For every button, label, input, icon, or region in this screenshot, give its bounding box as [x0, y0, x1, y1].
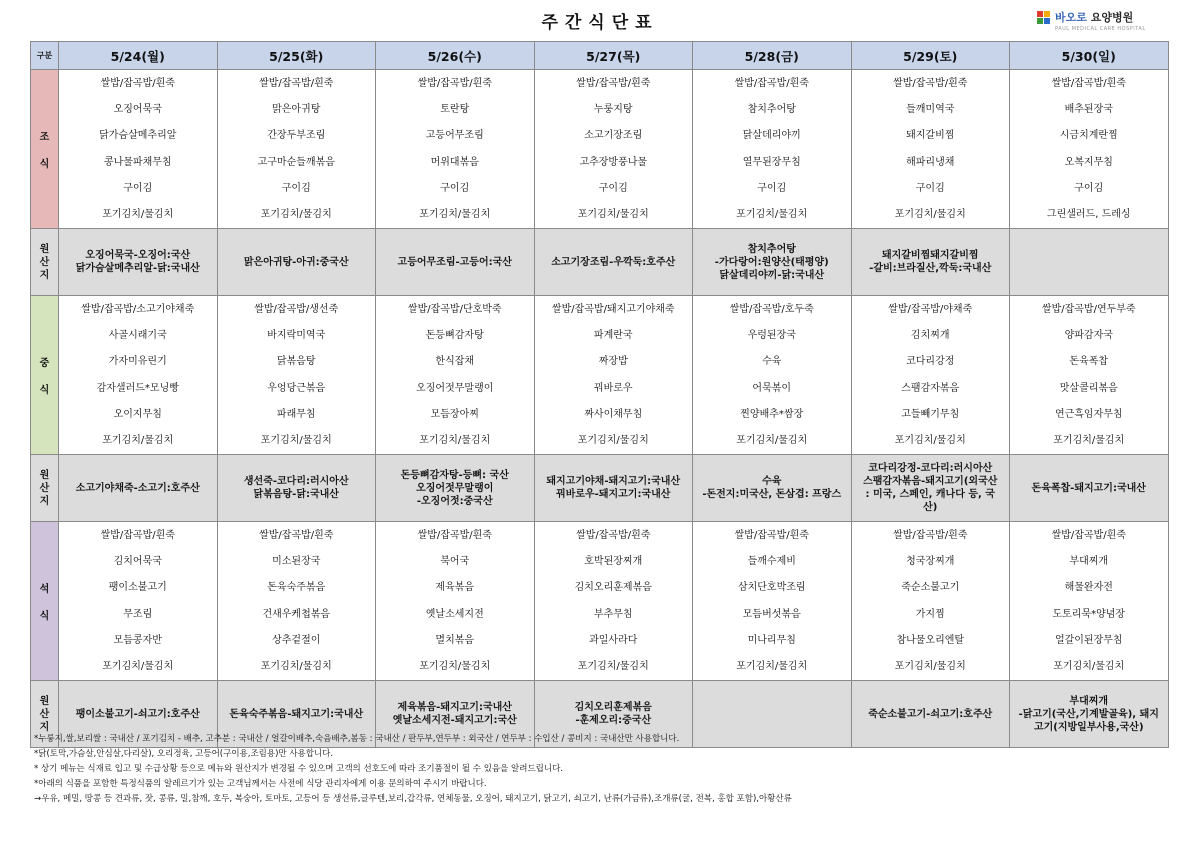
origin-line: 스팸감자볶음-돼지고기(외국산	[863, 476, 998, 487]
menu-item: 구이김	[123, 182, 153, 194]
menu-item: 들깨미역국	[906, 103, 955, 115]
menu-item: 포기김치/물김치	[577, 209, 649, 221]
origin-line: 닭살데리야끼-닭:국내산	[719, 269, 825, 281]
logo-brand: 바오로	[1055, 11, 1087, 24]
label-char: 식	[39, 611, 50, 622]
menu-item: 고추장방풍나물	[579, 156, 648, 168]
label-char: 원	[39, 243, 50, 255]
label-char: 산	[39, 256, 50, 268]
menu-item: 수육	[762, 356, 782, 368]
origin-line: 닭가슴살메추리알-닭:국내산	[75, 263, 200, 274]
hospital-logo	[1037, 11, 1133, 25]
origin-line: 산)	[923, 502, 938, 513]
menu-item: 무조림	[123, 608, 153, 620]
footnote-line: *아래의 식품을 포함한 특정식품의 알레르기가 있는 고객님께서는 사전에 식당 관리자에게 이용 문의하여 주시기 바랍니다.	[34, 779, 487, 789]
breakfast-row	[31, 70, 1169, 229]
menu-item: 모듬버섯볶음	[742, 608, 801, 620]
menu-item: 쌀밥/잡곡밥/흰죽	[417, 529, 492, 541]
menu-item: 포기김치/물김치	[1053, 661, 1125, 673]
menu-item: 파계란국	[593, 329, 633, 341]
logo-subtitle: PAUL MEDICAL CARE HOSPITAL	[1055, 26, 1146, 32]
day-header: 5/28(금)	[693, 42, 852, 70]
origin-cell	[693, 229, 852, 296]
dinner-cell	[217, 522, 376, 681]
origin-line: 돈육폭찹-돼지고기:국내산	[1031, 482, 1146, 494]
menu-item: 포기김치/물김치	[260, 435, 332, 447]
day-header: 5/25(화)	[217, 42, 376, 70]
label-char: 중	[39, 358, 50, 369]
menu-item: 맑은아귀탕	[272, 103, 321, 115]
menu-item: 고들빼기무침	[901, 408, 960, 420]
menu-item: 제육볶음	[435, 582, 475, 594]
menu-item: 포기김치/물김치	[894, 661, 966, 673]
breakfast-cell	[376, 70, 535, 229]
logo-text	[1055, 12, 1133, 24]
origin-line: -가다랑어:원양산(태평양)	[714, 256, 829, 268]
origin-label	[31, 229, 59, 296]
menu-item: 오징어젓무말랭이	[416, 382, 494, 394]
day-header: 5/29(토)	[851, 42, 1010, 70]
origin-line: 부대찌개	[1069, 695, 1109, 707]
origin-line: -돈전지:미국산, 돈삼겹: 프랑스	[702, 489, 842, 500]
gubun-header: 구분	[31, 42, 59, 70]
origin-line: 옛날소세지전-돼지고기:국산	[392, 715, 517, 726]
menu-item: 바지락미역국	[267, 329, 326, 341]
menu-item: 쌀밥/잡곡밥/흰죽	[893, 77, 968, 89]
label-char: 지	[39, 269, 50, 281]
menu-item: 쌀밥/잡곡밥/흰죽	[576, 77, 651, 89]
lunch-origin-row	[31, 455, 1169, 522]
page-title: 주간식단표	[541, 13, 659, 33]
menu-item: 김치오리훈제볶음	[574, 582, 652, 594]
menu-item: 오징어묵국	[113, 103, 162, 115]
menu-item: 가지찜	[915, 608, 945, 620]
menu-item: 쌀밥/잡곡밥/흰죽	[259, 77, 334, 89]
label-char: 원	[39, 469, 50, 481]
origin-line: 돼지고기야채-돼지고기:국내산	[546, 476, 681, 487]
origin-line: 죽순소불고기-쇠고기:호주산	[868, 708, 993, 720]
menu-item: 우렁된장국	[747, 329, 796, 341]
origin-cell	[217, 455, 376, 522]
origin-cell	[851, 681, 1010, 748]
label-char: 식	[39, 159, 50, 170]
lunch-cell	[217, 296, 376, 455]
dinner-cell	[1010, 522, 1169, 681]
dinner-cell	[851, 522, 1010, 681]
origin-line: 닭볶음탕-닭:국내산	[253, 489, 339, 500]
menu-item: 열무된장무침	[742, 156, 801, 168]
dinner-cell	[59, 522, 218, 681]
origin-line: 소고기야채죽-소고기:호주산	[75, 482, 200, 494]
logo-mark-icon	[1037, 11, 1051, 25]
menu-item: 코다리강정	[906, 356, 955, 368]
menu-item: 고구마순들깨볶음	[257, 156, 335, 168]
menu-item: 포기김치/물김치	[736, 435, 808, 447]
origin-cell	[534, 455, 693, 522]
menu-item: 부대찌개	[1069, 555, 1109, 567]
origin-line: 돈육숙주볶음-돼지고기:국내산	[229, 708, 364, 720]
menu-item: 구이김	[281, 182, 311, 194]
menu-item: 쌀밥/잡곡밥/흰죽	[259, 529, 334, 541]
menu-item: 구이김	[757, 182, 787, 194]
breakfast-cell	[217, 70, 376, 229]
label-char: 식	[39, 385, 50, 396]
label-char: 석	[39, 584, 50, 595]
menu-item: 삼치단호박조림	[737, 582, 806, 594]
menu-item: 돈등뼈감자탕	[425, 329, 484, 341]
menu-item: 해물완자전	[1064, 582, 1113, 594]
menu-item: 해파리냉채	[906, 156, 955, 168]
origin-cell	[1010, 455, 1169, 522]
menu-item: 모듬콩자반	[113, 634, 162, 646]
origin-line: 맑은아귀탕-아귀:중국산	[243, 256, 349, 268]
dinner-row	[31, 522, 1169, 681]
origin-line: 코다리강정-코다리:러시아산	[868, 463, 993, 474]
origin-line: 돼지갈비찜돼지갈비찜	[881, 250, 979, 261]
origin-cell	[1010, 681, 1169, 748]
menu-item: 참치추어탕	[747, 103, 796, 115]
menu-item: 오이지무침	[113, 408, 162, 420]
menu-item: 포기김치/물김치	[102, 209, 174, 221]
menu-item: 고등어무조림	[425, 130, 484, 142]
day-header: 5/24(월)	[59, 42, 218, 70]
menu-item: 가자미유린기	[108, 356, 167, 368]
menu-item: 구이김	[440, 182, 470, 194]
label-char: 조	[39, 132, 50, 143]
label-char: 산	[39, 708, 50, 720]
origin-line: 참치추어탕	[747, 243, 796, 255]
menu-item: 포기김치/물김치	[577, 435, 649, 447]
menu-item: 파래무침	[276, 408, 316, 420]
menu-item: 들깨수제비	[747, 555, 796, 567]
menu-item: 쌀밥/잡곡밥/생선죽	[254, 303, 339, 315]
menu-item: 멸치볶음	[435, 634, 475, 646]
origin-line: -훈제오리:중국산	[575, 715, 652, 726]
origin-line: 제육볶음-돼지고기:국내산	[397, 702, 512, 713]
menu-item: 쌀밥/잡곡밥/돼지고기야채죽	[551, 303, 675, 315]
menu-item: 포기김치/물김치	[736, 209, 808, 221]
menu-item: 닭가슴살메추리알	[99, 130, 177, 142]
menu-item: 쌀밥/잡곡밥/흰죽	[576, 529, 651, 541]
footnote-line: →우유, 메밀, 땅콩 등 견과류, 잣, 콩류, 밀,참깨, 호두, 복숭아, 토마토, 고등어 등 생선류,글루텐,보리,갑각류, 연체동물, 오징어, 돼지고기, 닭고기, 쇠고기, 난류(가금류),조개류(굴, 전복, 홍합 포함),아황산류	[34, 794, 792, 804]
origin-cell	[217, 229, 376, 296]
day-header: 5/27(목)	[534, 42, 693, 70]
origin-line: -오징어젓:중국산	[416, 495, 493, 507]
menu-item: 포기김치/물김치	[1053, 435, 1125, 447]
weekly-menu-table	[30, 41, 1169, 748]
menu-item: 쌀밥/잡곡밥/흰죽	[100, 77, 175, 89]
menu-item: 김치어묵국	[113, 555, 162, 567]
dinner-cell	[693, 522, 852, 681]
menu-item: 건새우케첩볶음	[262, 608, 331, 620]
origin-cell	[59, 455, 218, 522]
menu-item: 머위대볶음	[430, 156, 479, 168]
menu-item: 쌀밥/잡곡밥/흰죽	[417, 77, 492, 89]
lunch-cell	[693, 296, 852, 455]
menu-item: 포기김치/물김치	[894, 435, 966, 447]
footnote-line: *누룽지,쌀,보리쌀 : 국내산 / 포기김치 - 배추, 고추분 : 국내산 / 얼갈이배추,숙음배추,봄동 : 국내산 / 판두부,연두부 : 외국산 / 연두부 : 수입산 / 콩비지 : 국내산만 사용합니다.	[34, 734, 680, 744]
origin-cell	[851, 455, 1010, 522]
menu-item: 감자샐러드*모닝빵	[96, 382, 179, 394]
lunch-cell	[59, 296, 218, 455]
menu-item: 모듬장아찌	[430, 408, 479, 420]
label-char: 지	[39, 495, 50, 507]
menu-item: 미소된장국	[272, 555, 321, 567]
origin-cell	[1010, 229, 1169, 296]
menu-item: 우엉당근볶음	[267, 382, 326, 394]
menu-item: 포기김치/물김치	[260, 209, 332, 221]
dinner-cell	[534, 522, 693, 681]
menu-item: 포기김치/물김치	[894, 209, 966, 221]
origin-label	[31, 455, 59, 522]
dinner-cell	[376, 522, 535, 681]
lunch-row	[31, 296, 1169, 455]
breakfast-cell	[1010, 70, 1169, 229]
lunch-cell	[851, 296, 1010, 455]
menu-item: 포기김치/물김치	[577, 661, 649, 673]
origin-cell	[376, 229, 535, 296]
menu-item: 쌀밥/잡곡밥/흰죽	[734, 77, 809, 89]
menu-item: 돈육폭찹	[1069, 356, 1109, 368]
breakfast-cell	[534, 70, 693, 229]
lunch-cell	[1010, 296, 1169, 455]
footnote-line: * 상기 메뉴는 식재료 입고 및 수급상황 등으로 메뉴와 원산지가 변경될 수 있으며 고객의 선호도에 따라 조기품절이 될 수 있음을 알려드립니다.	[34, 764, 564, 774]
menu-item: 김치찌개	[910, 329, 950, 341]
label-char: 산	[39, 482, 50, 494]
menu-item: 소고기장조림	[584, 130, 643, 142]
menu-item: 닭살데리야끼	[742, 130, 801, 142]
menu-item: 구이김	[915, 182, 945, 194]
menu-item: 쌀밥/잡곡밥/흰죽	[734, 529, 809, 541]
menu-item: 포기김치/물김치	[419, 435, 491, 447]
menu-item: 쌀밥/잡곡밥/흰죽	[1051, 77, 1126, 89]
menu-item: 스팸감자볶음	[901, 382, 960, 394]
origin-line: -갈비:브라질산,깍둑:국내산	[869, 263, 992, 274]
menu-item: 옛날소세지전	[425, 608, 484, 620]
origin-cell	[693, 455, 852, 522]
menu-item: 포기김치/물김치	[102, 435, 174, 447]
menu-item: 돈육숙주볶음	[267, 582, 326, 594]
menu-item: 팽이소불고기	[108, 582, 167, 594]
menu-item: 부추무침	[593, 608, 633, 620]
menu-item: 북어국	[440, 555, 470, 567]
menu-item: 짜사이채무침	[584, 408, 643, 420]
menu-item: 쌀밥/잡곡밥/흰죽	[1051, 529, 1126, 541]
origin-line: 생선죽-코다리:러시아산	[243, 476, 349, 487]
menu-item: 콩나물파채무침	[103, 156, 172, 168]
menu-item: 쌀밥/잡곡밥/연두부죽	[1041, 303, 1136, 315]
breakfast-origin-row	[31, 229, 1169, 296]
origin-line: 수육	[762, 476, 782, 487]
menu-item: 도토리묵*양념장	[1052, 608, 1126, 620]
logo-suffix: 요양병원	[1086, 11, 1134, 24]
origin-line: 김치오리훈제볶음	[574, 702, 652, 713]
origin-line: : 미국, 스페인, 캐나다 등, 국	[865, 489, 995, 500]
origin-cell	[59, 229, 218, 296]
origin-line: -닭고기(국산,기계발골육), 돼지	[1018, 708, 1159, 720]
menu-item: 그린샐러드, 드레싱	[1046, 209, 1131, 221]
menu-item: 어묵볶이	[752, 382, 792, 394]
menu-item: 한식잡채	[435, 356, 475, 368]
dinner-label	[31, 522, 59, 681]
menu-item: 찐양배추*쌈장	[740, 408, 804, 420]
breakfast-cell	[851, 70, 1010, 229]
label-char: 원	[39, 695, 50, 707]
menu-item: 쌀밥/잡곡밥/단호박죽	[407, 303, 502, 315]
menu-item: 양파감자국	[1064, 329, 1113, 341]
menu-item: 돼지갈비찜	[906, 130, 955, 142]
menu-item: 포기김치/물김치	[260, 661, 332, 673]
menu-item: 구이김	[598, 182, 628, 194]
menu-item: 죽순소불고기	[901, 582, 960, 594]
label-char: 지	[39, 721, 50, 733]
menu-item: 꿔바로우	[593, 382, 633, 394]
day-header: 5/30(일)	[1010, 42, 1169, 70]
origin-cell	[534, 229, 693, 296]
origin-line: 소고기장조림-우깍둑:호주산	[551, 256, 676, 268]
menu-item: 쌀밥/잡곡밥/야채죽	[888, 303, 973, 315]
menu-item: 쌀밥/잡곡밥/흰죽	[893, 529, 968, 541]
menu-item: 토란탕	[440, 103, 470, 115]
menu-item: 쌀밥/잡곡밥/소고기야채죽	[81, 303, 195, 315]
origin-cell	[376, 455, 535, 522]
menu-item: 포기김치/물김치	[736, 661, 808, 673]
menu-item: 쌀밥/잡곡밥/흰죽	[100, 529, 175, 541]
footnotes	[34, 732, 792, 807]
menu-item: 배추된장국	[1064, 103, 1113, 115]
origin-line: 오징어묵국-오징어:국산	[85, 250, 191, 261]
lunch-cell	[534, 296, 693, 455]
menu-item: 맛살콜리볶음	[1059, 382, 1118, 394]
menu-item: 포기김치/물김치	[419, 209, 491, 221]
header-row	[31, 42, 1169, 70]
origin-line: 팽이소불고기-쇠고기:호주산	[75, 708, 200, 720]
origin-line: 돈등뼈감자탕-등뼈: 국산	[400, 469, 509, 481]
menu-item: 시금치계란찜	[1059, 130, 1118, 142]
menu-item: 참나물오리엔탈	[896, 634, 965, 646]
menu-item: 미나리무침	[747, 634, 796, 646]
menu-item: 포기김치/물김치	[419, 661, 491, 673]
origin-line: 오징어젓무말랭이	[416, 482, 494, 494]
menu-item: 닭볶음탕	[276, 356, 316, 368]
breakfast-label	[31, 70, 59, 229]
menu-item: 얼갈이된장무침	[1054, 634, 1123, 646]
day-header: 5/26(수)	[376, 42, 535, 70]
origin-line: 고기(지방일부사용,국산)	[1033, 721, 1144, 733]
footnote-line: *닭(토막,가슴살,안심살,다리살), 오리정육, 고등어(구이용,조림용)만 사용합니다.	[34, 749, 334, 759]
menu-item: 오복지무침	[1064, 156, 1113, 168]
menu-item: 누룽지탕	[593, 103, 633, 115]
menu-item: 간장두부조림	[267, 130, 326, 142]
menu-item: 짜장밥	[598, 356, 628, 368]
breakfast-cell	[59, 70, 218, 229]
menu-item: 연근흑임자무침	[1054, 408, 1123, 420]
menu-item: 청국장찌개	[906, 555, 955, 567]
lunch-label	[31, 296, 59, 455]
menu-item: 포기김치/물김치	[102, 661, 174, 673]
breakfast-cell	[693, 70, 852, 229]
menu-item: 과일사라다	[589, 634, 638, 646]
lunch-cell	[376, 296, 535, 455]
menu-item: 상추겉절이	[272, 634, 321, 646]
origin-line: 고등어무조림-고등어:국산	[397, 256, 512, 268]
origin-line: 꿔바로우-돼지고기:국내산	[556, 489, 671, 500]
menu-item: 사골시래기국	[108, 329, 167, 341]
origin-cell	[851, 229, 1010, 296]
menu-item: 구이김	[1074, 182, 1104, 194]
menu-item: 쌀밥/잡곡밥/호두죽	[729, 303, 814, 315]
menu-item: 호박된장찌개	[584, 555, 643, 567]
